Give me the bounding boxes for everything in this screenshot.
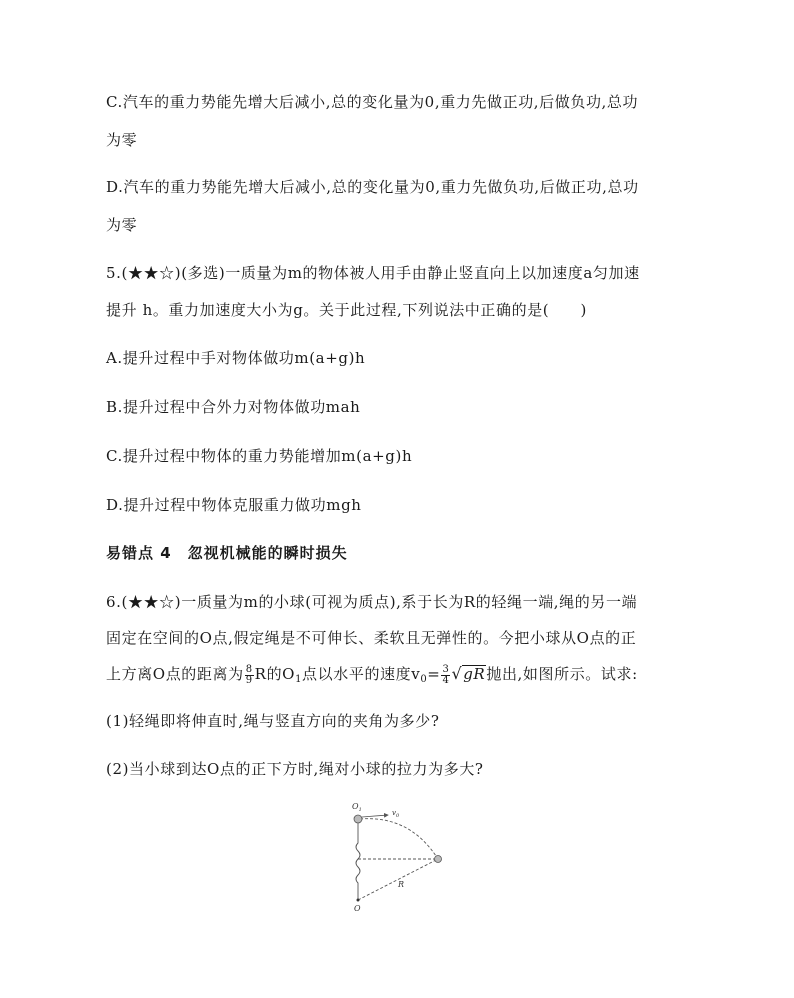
trajectory-arc (360, 819, 438, 859)
question-5-line2: 提升 h。重力加速度大小为g。关于此过程,下列说法中正确的是( ) (106, 301, 587, 319)
slack-rope (356, 823, 360, 900)
equals-sign: = (427, 665, 441, 683)
ball-start (354, 815, 362, 823)
subscript-1: 1 (295, 674, 303, 685)
pivot-point (357, 899, 360, 902)
q6-line3-pre: 上方离O点的距离为 (106, 665, 244, 683)
velocity-arrow (362, 815, 388, 817)
label-o1-subscript: 1 (358, 807, 362, 813)
q6-line3-mid: R的O (254, 665, 296, 683)
option-c-line1: C.汽车的重力势能先增大后减小,总的变化量为0,重力先做正功,后做负功,总功 (106, 93, 639, 111)
question-6-line2: 固定在空间的O点,假定绳是不可伸长、柔软且无弹性的。今把小球从O点的正 (106, 629, 637, 647)
fraction-3-4 (441, 665, 450, 686)
question-5-option-a: A.提升过程中手对物体做功m(a+g)h (106, 349, 366, 367)
question-6-sub2: (2)当小球到达O点的正下方时,绳对小球的拉力为多大? (106, 760, 484, 778)
q6-line3-post: 抛出,如图所示。试求: (486, 665, 638, 683)
q6-line3-mid2: 点以水平的速度v (302, 665, 421, 683)
label-v0: $v_0$ (392, 809, 400, 819)
question-5-option-d: D.提升过程中物体克服重力做功mgh (106, 496, 362, 514)
question-6-line1: 6.(★★☆)一质量为m的小球(可视为质点),系于长为R的轻绳一端,绳的另一端 (106, 593, 638, 611)
option-c-line2: 为零 (106, 131, 138, 149)
option-d-line2: 为零 (106, 216, 138, 234)
question-5-line1: 5.(★★☆)(多选)一质量为m的物体被人用手由静止竖直向上以加速度a匀加速 (106, 264, 640, 282)
radical-icon: √ (451, 664, 463, 683)
question-6-sub1: (1)轻绳即将伸直时,绳与竖直方向的夹角为多少? (106, 712, 440, 730)
label-o: O (354, 904, 361, 913)
fraction-8-9 (245, 665, 254, 686)
fraction-numerator: 8 (245, 663, 253, 675)
label-v0-subscript: 0 (395, 813, 400, 819)
question-5-option-b: B.提升过程中合外力对物体做功mah (106, 398, 361, 416)
label-r: R (398, 880, 405, 889)
fraction-denominator: 9 (245, 674, 253, 686)
section-heading: 易错点 4 忽视机械能的瞬时损失 (106, 544, 348, 562)
option-d-line1: D.汽车的重力势能先增大后减小,总的变化量为0,重力先做负功,后做正功,总功 (106, 178, 639, 196)
label-o1: $O_1$ (352, 802, 362, 813)
subscript-0: 0 (420, 674, 428, 685)
sqrt-gR: gR (463, 665, 486, 683)
question-6-line3 (106, 664, 638, 690)
question-5-option-c: C.提升过程中物体的重力势能增加m(a+g)h (106, 447, 413, 465)
fraction2-denominator: 4 (442, 674, 450, 686)
pendulum-figure (340, 795, 460, 915)
ball-end (435, 856, 442, 863)
fraction2-numerator: 3 (442, 663, 450, 675)
